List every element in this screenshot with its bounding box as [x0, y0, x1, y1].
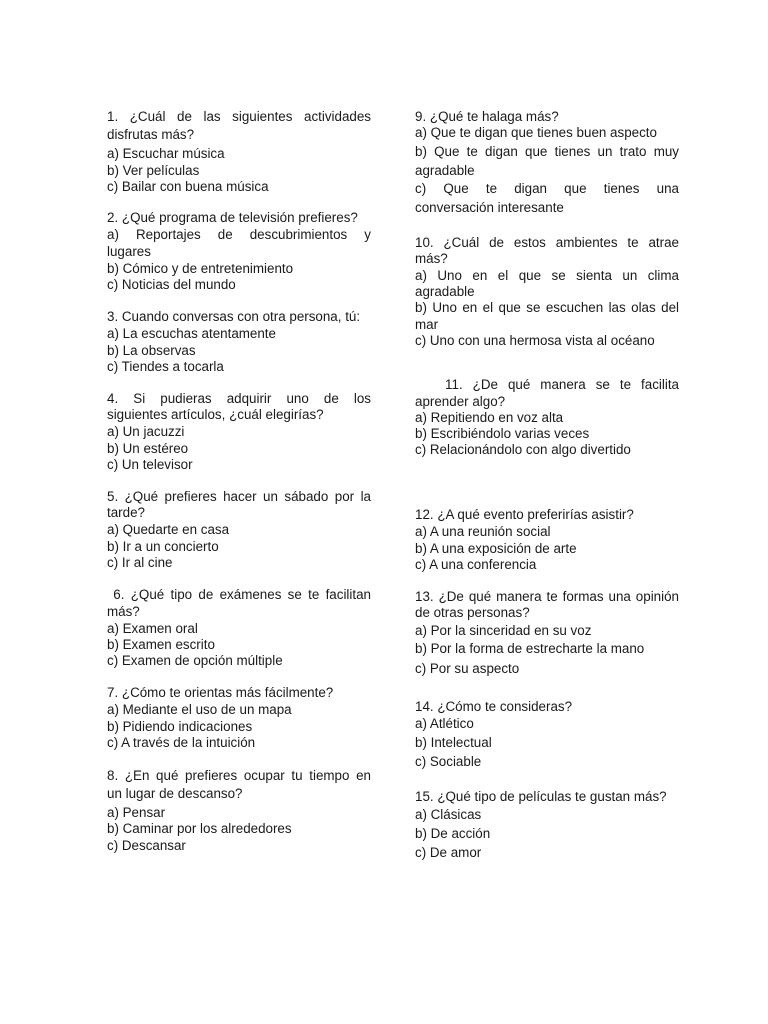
option: a) Escuchar música: [107, 146, 225, 161]
option: agradable: [415, 163, 475, 178]
option: a) Mediante el uso de un mapa: [107, 702, 292, 717]
option: c) A una conferencia: [415, 557, 537, 572]
option: a) Que te digan que tienes buen aspecto: [415, 125, 657, 140]
option: a) Quedarte en casa: [107, 522, 230, 537]
question-text: 14. ¿Cómo te consideras?: [415, 699, 573, 714]
option: c) Ir al cine: [107, 555, 173, 570]
question-text: aprender algo?: [415, 394, 506, 409]
option: c) Uno con una hermosa vista al océano: [415, 333, 655, 348]
question-text: 11. ¿De qué manera se te facilita: [445, 377, 679, 392]
question-text: 4. Si pudieras adquirir uno de los: [107, 391, 371, 406]
question-text: siguientes artículos, ¿cuál elegirías?: [107, 407, 324, 422]
option: agradable: [415, 284, 475, 299]
option: b) Examen escrito: [107, 637, 215, 652]
option: lugares: [107, 244, 151, 259]
option: b) Un estéreo: [107, 441, 189, 456]
option: a) Examen oral: [107, 621, 198, 636]
option: c) Relacionándolo con algo divertido: [415, 442, 631, 457]
question-text: un lugar de descanso?: [107, 786, 243, 801]
option: b) Caminar por los alrededores: [107, 821, 292, 836]
option: c) Noticias del mundo: [107, 277, 236, 292]
question-text: 13. ¿De qué manera te formas una opinión: [415, 589, 679, 604]
option: c) De amor: [415, 845, 482, 860]
question-text: 9. ¿Qué te halaga más?: [415, 109, 559, 124]
question-text: 2. ¿Qué programa de televisión prefieres?: [107, 210, 358, 225]
question-text: más?: [415, 251, 448, 266]
option: c) Tiendes a tocarla: [107, 359, 224, 374]
option: b) A una exposición de arte: [415, 541, 577, 556]
option: b) Escribiéndolo varias veces: [415, 426, 590, 441]
question-text: 7. ¿Cómo te orientas más fácilmente?: [107, 685, 334, 700]
option: b) Cómico y de entretenimiento: [107, 261, 294, 276]
option: b) Pidiendo indicaciones: [107, 719, 253, 734]
option: a) A una reunión social: [415, 524, 551, 539]
option: c) Por su aspecto: [415, 661, 520, 676]
option: b) Uno en el que se escuchen las olas del: [415, 300, 679, 315]
question-text: 6. ¿Qué tipo de exámenes se te facilitan: [113, 587, 371, 602]
option: b) Que te digan que tienes un trato muy: [415, 144, 679, 159]
option: a) Por la sinceridad en su voz: [415, 623, 592, 638]
option: b) Por la forma de estrecharte la mano: [415, 641, 645, 656]
option: b) De acción: [415, 826, 491, 841]
option: b) Ir a un concierto: [107, 539, 219, 554]
option: b) Ver películas: [107, 163, 200, 178]
option: c) Bailar con buena música: [107, 179, 269, 194]
question-text: 15. ¿Qué tipo de películas te gustan más?: [415, 789, 667, 804]
option: conversación interesante: [415, 200, 564, 215]
option: b) Intelectual: [415, 735, 492, 750]
question-text: más?: [107, 604, 140, 619]
option: c) Descansar: [107, 838, 186, 853]
question-text: de otras personas?: [415, 605, 530, 620]
option: a) Reportajes de descubrimientos y: [107, 227, 371, 242]
option: c) Un televisor: [107, 457, 193, 472]
question-text: 10. ¿Cuál de estos ambientes te atrae: [415, 235, 679, 250]
question-text: 3. Cuando conversas con otra persona, tú:: [107, 309, 361, 324]
option: a) Pensar: [107, 805, 166, 820]
option: c) Examen de opción múltiple: [107, 653, 283, 668]
question-text: 1. ¿Cuál de las siguientes actividades: [107, 109, 371, 124]
option: a) Repitiendo en voz alta: [415, 410, 564, 425]
option: c) Sociable: [415, 754, 482, 769]
question-text: 8. ¿En qué prefieres ocupar tu tiempo en: [107, 768, 371, 783]
option: c) A través de la intuición: [107, 735, 256, 750]
option: mar: [415, 317, 439, 332]
option: a) Un jacuzzi: [107, 424, 185, 439]
question-text: 5. ¿Qué prefieres hacer un sábado por la: [107, 489, 371, 504]
question-text: tarde?: [107, 505, 145, 520]
option: a) Atlético: [415, 716, 474, 731]
question-text: 12. ¿A qué evento preferirías asistir?: [415, 507, 634, 522]
option: b) La observas: [107, 343, 196, 358]
question-text: disfrutas más?: [107, 127, 195, 142]
option: a) Clásicas: [415, 807, 482, 822]
option: a) Uno en el que se sienta un clima: [415, 268, 679, 283]
option: c) Que te digan que tienes una: [415, 181, 679, 196]
option: a) La escuchas atentamente: [107, 326, 276, 341]
